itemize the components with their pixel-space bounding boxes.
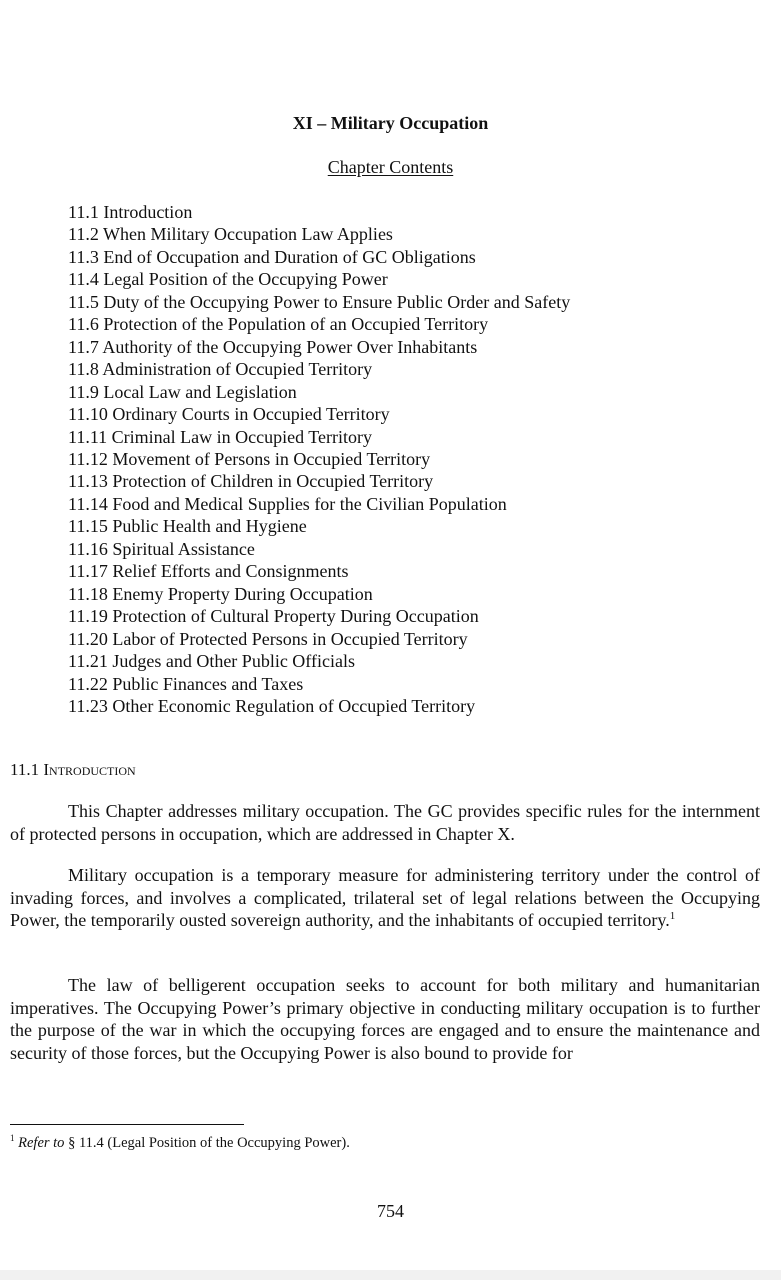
section-heading bbox=[10, 760, 136, 780]
footnote-lead: Refer to bbox=[18, 1135, 65, 1151]
chapter-title: XI – Military Occupation bbox=[292, 113, 489, 133]
toc-item[interactable]: 11.17 Relief Efforts and Consignments bbox=[68, 561, 349, 582]
toc-item[interactable]: 11.18 Enemy Property During Occupation bbox=[68, 583, 373, 604]
toc-item[interactable]: 11.22 Public Finances and Taxes bbox=[68, 673, 304, 694]
table-of-contents bbox=[68, 201, 748, 717]
toc-item[interactable]: 11.14 Food and Medical Supplies for the Civilian Population bbox=[68, 493, 507, 514]
paragraph-text: Military occupation is a temporary measure for administering territory under the control of invading forces, and involves a complicated, trilateral set of legal relations between the Occupying Power, the temporarily ousted sovereign authority, and the inhabitants of occupied territory. bbox=[10, 865, 760, 931]
toc-item[interactable]: 11.21 Judges and Other Public Officials bbox=[68, 651, 355, 672]
body-paragraph bbox=[10, 864, 760, 932]
footnote-marker: 1 bbox=[10, 1133, 15, 1143]
section-number: 11.1 bbox=[10, 760, 40, 779]
toc-item[interactable]: 11.1 Introduction bbox=[68, 202, 193, 222]
toc-item[interactable]: 11.20 Labor of Protected Persons in Occupied Territory bbox=[68, 628, 468, 649]
toc-item[interactable]: 11.12 Movement of Persons in Occupied Territory bbox=[68, 448, 431, 469]
contents-heading-text: Chapter Contents bbox=[327, 157, 454, 177]
footnote-text: § 11.4 (Legal Position of the Occupying Power). bbox=[64, 1135, 350, 1151]
toc-item[interactable]: 11.19 Protection of Cultural Property During Occupation bbox=[68, 606, 479, 627]
section-title: Introduction bbox=[43, 760, 136, 779]
toc-item[interactable]: 11.2 When Military Occupation Law Applies bbox=[68, 224, 393, 245]
toc-item[interactable]: 11.23 Other Economic Regulation of Occupied Territory bbox=[68, 695, 476, 716]
body-paragraph: This Chapter addresses military occupation. The GC provides specific rules for the internment of protected persons in occupation, which are addressed in Chapter X. bbox=[10, 801, 760, 844]
toc-item[interactable]: 11.11 Criminal Law in Occupied Territory bbox=[68, 426, 372, 447]
toc-item[interactable]: 11.3 End of Occupation and Duration of GC Obligations bbox=[68, 246, 476, 267]
toc-item[interactable]: 11.6 Protection of the Population of an Occupied Territory bbox=[68, 314, 489, 335]
toc-item[interactable]: 11.16 Spiritual Assistance bbox=[68, 538, 255, 559]
body-paragraph: The law of belligerent occupation seeks to account for both military and humanitarian imperatives. The Occupying Power’s primary objective in conducting military occupation is to further the purpose of the war in which the occupying forces are engaged and to ensure the maintenance and security of those forces, but the Occupying Power is also bound to provide for bbox=[10, 975, 760, 1063]
toc-item[interactable]: 11.4 Legal Position of the Occupying Power bbox=[68, 269, 388, 290]
viewer-bottom-edge bbox=[0, 1270, 781, 1280]
toc-item[interactable]: 11.10 Ordinary Courts in Occupied Territory bbox=[68, 404, 390, 425]
toc-item[interactable]: 11.9 Local Law and Legislation bbox=[68, 381, 297, 402]
footnote bbox=[10, 1134, 350, 1152]
toc-item[interactable]: 11.5 Duty of the Occupying Power to Ensure Public Order and Safety bbox=[68, 291, 571, 312]
footnote-divider bbox=[10, 1124, 244, 1125]
toc-item[interactable]: 11.15 Public Health and Hygiene bbox=[68, 516, 307, 537]
footnote-reference[interactable]: 1 bbox=[669, 910, 676, 923]
toc-item[interactable]: 11.7 Authority of the Occupying Power Over Inhabitants bbox=[68, 336, 478, 357]
toc-item[interactable]: 11.8 Administration of Occupied Territory bbox=[68, 359, 373, 380]
contents-heading bbox=[0, 156, 781, 178]
toc-item[interactable]: 11.13 Protection of Children in Occupied Territory bbox=[68, 471, 434, 492]
page-number: 754 bbox=[377, 1201, 404, 1221]
